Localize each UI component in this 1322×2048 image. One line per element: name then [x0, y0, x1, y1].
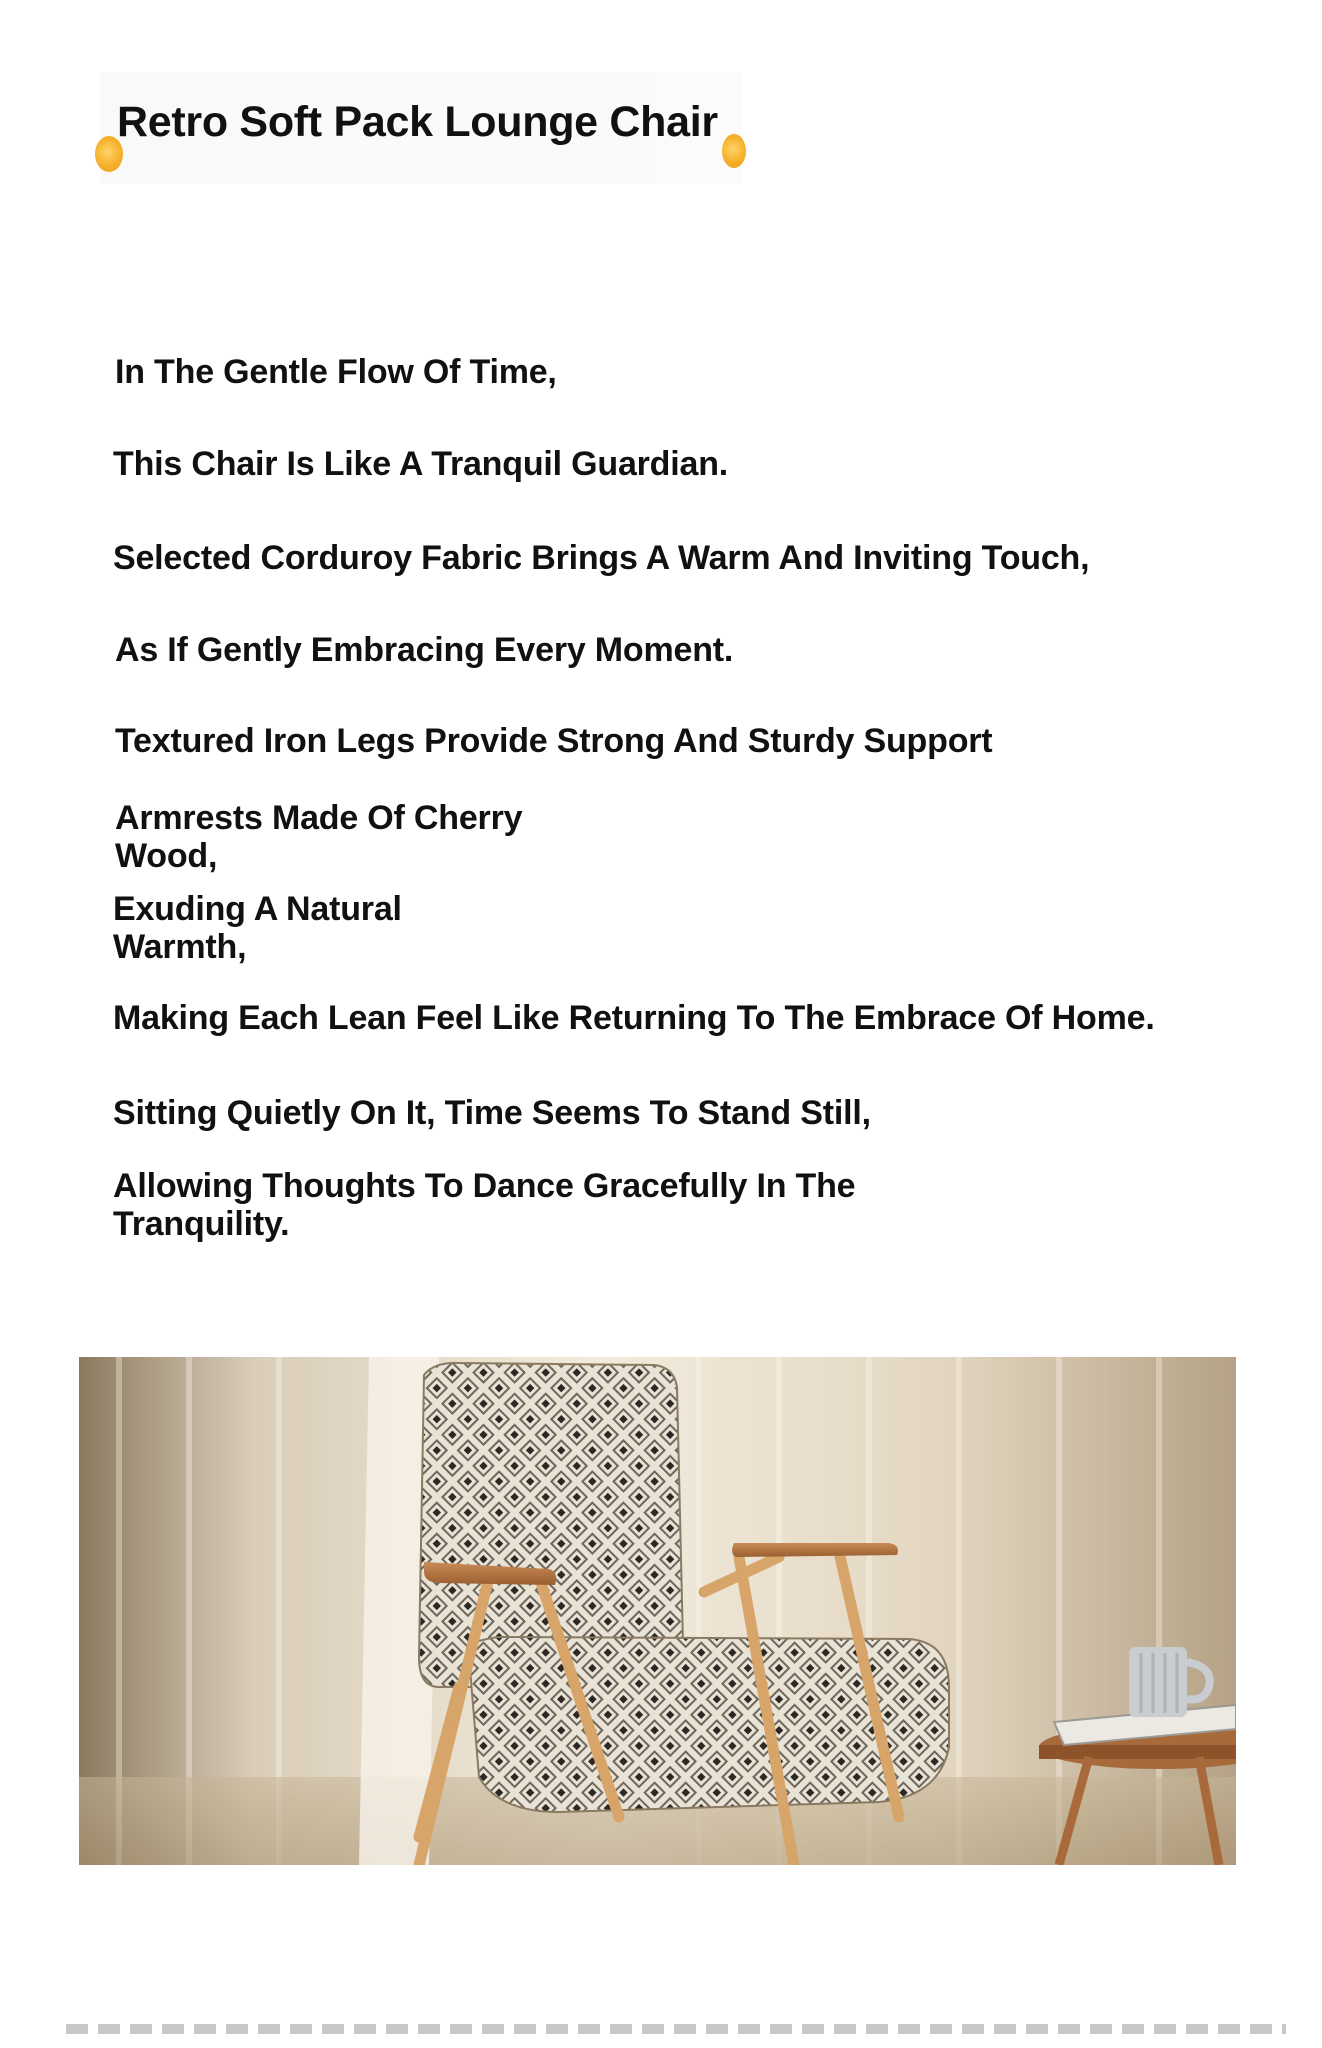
text-line: Sitting Quietly On It, Time Seems To Stand Still,: [113, 1094, 871, 1132]
text-line: This Chair Is Like A Tranquil Guardian.: [113, 445, 729, 483]
orange-dot-icon: [722, 134, 746, 168]
text-line: Making Each Lean Feel Like Returning To The Embrace Of Home.: [113, 999, 1155, 1037]
page-title: Retro Soft Pack Lounge Chair: [117, 98, 718, 146]
text-line: As If Gently Embracing Every Moment.: [115, 631, 734, 669]
text-line: In The Gentle Flow Of Time,: [115, 353, 557, 391]
text-line: Allowing Thoughts To Dance Gracefully In The Tranquility.: [113, 1167, 856, 1243]
lounge-chair-photo: [79, 1357, 1236, 1865]
text-line: Selected Corduroy Fabric Brings A Warm And Inviting Touch,: [113, 539, 1090, 577]
title-banner: [100, 72, 742, 184]
dashed-divider: [66, 2024, 1286, 2034]
text-line: Armrests Made Of Cherry Wood,: [115, 799, 523, 875]
text-line: Exuding A Natural Warmth,: [113, 890, 402, 966]
text-line: Textured Iron Legs Provide Strong And Sturdy Support: [115, 722, 993, 760]
